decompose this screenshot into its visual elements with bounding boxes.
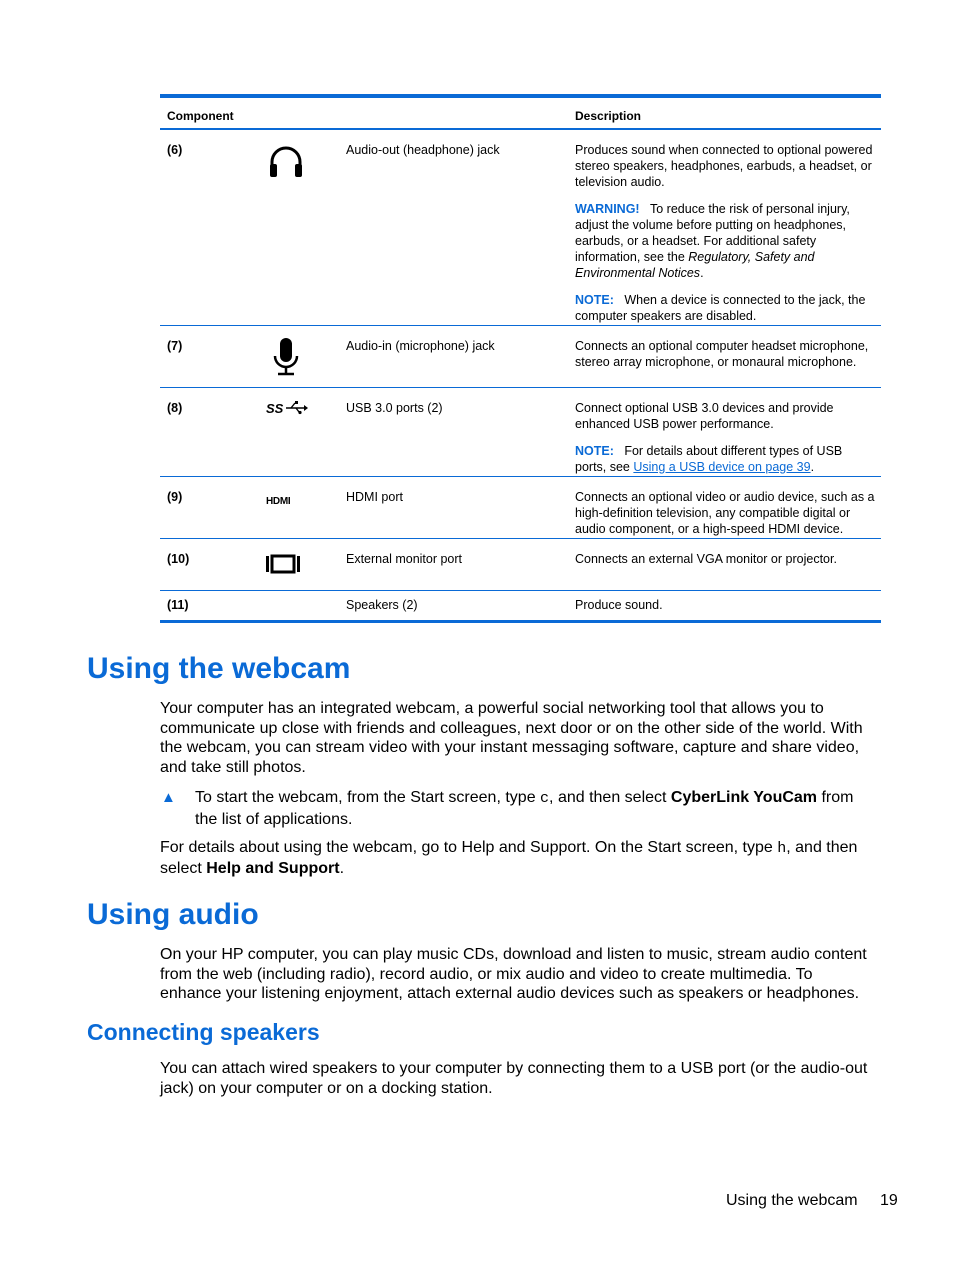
warning-label: WARNING! (575, 202, 640, 216)
usb-ss-icon (264, 398, 308, 438)
warning-text: To reduce the risk of personal injury, adjust the volume before putting on headphones, earbuds, or a headset. For additional safety information, see the (575, 202, 850, 264)
row-number: (8) (167, 401, 183, 415)
warning-italic: Regulatory, Safety and Environmental Notices (575, 250, 815, 280)
component-name: Audio-in (microphone) jack (346, 339, 495, 353)
audio-intro: On your HP computer, you can play music CDs, download and listen to music, stream audio content from the web (including radio), record audio, or mix audio and video to create multimedia. To enhance your listening enjoyment, attach external audio devices such as speakers or headphones. (160, 946, 867, 1003)
table-header (160, 98, 881, 129)
warning-end: . (700, 266, 704, 280)
svg-text:HDMI: HDMI (266, 496, 291, 507)
note (575, 443, 875, 475)
headphone-icon (264, 140, 308, 180)
header-component: Component (167, 109, 234, 123)
component-description (575, 142, 875, 335)
table-row (160, 129, 881, 325)
row-number: (6) (167, 143, 183, 157)
speakers-text: You can attach wired speakers to your computer by connecting them to a USB port (or the audio-out jack) on your computer or on a docking station. (160, 1060, 868, 1097)
header-description: Description (575, 109, 642, 123)
component-name: Audio-out (headphone) jack (346, 143, 500, 157)
description-text: Produce sound. (575, 598, 663, 612)
component-description (575, 551, 875, 578)
row-number: (10) (167, 552, 190, 566)
warning-note (575, 201, 875, 281)
note (575, 292, 875, 324)
table-row (160, 325, 881, 387)
webcam-details: For details about using the webcam, go to Help and Support. On the Start screen, type h, and then select Help and Support. (160, 839, 858, 877)
description-text: Connects an optional computer headset microphone, stereo array microphone, or monaural microphone. (575, 339, 869, 369)
webcam-step-text: To start the webcam, from the Start screen, type c, and then select CyberLink YouCam from the list of applications. (195, 789, 854, 828)
table-row (160, 476, 881, 538)
row-number: (7) (167, 339, 183, 353)
audio-heading: Using audio (87, 898, 259, 931)
description-text: Connect optional USB 3.0 devices and provide enhanced USB power performance. (575, 401, 834, 431)
microphone-icon (264, 336, 308, 376)
component-description (575, 338, 875, 381)
webcam-heading: Using the webcam (87, 652, 351, 685)
component-description (575, 400, 875, 486)
webcam-intro: Your computer has an integrated webcam, a powerful social networking tool that allows you to communicate up close with friends and colleagues, next door or on the other side of the world. With the webcam, you can stream video with your instant messaging software, capture and share video, and take still photos. (160, 700, 863, 776)
note-label: NOTE: (575, 293, 614, 307)
footer-section: Using the webcam (726, 1192, 858, 1209)
speakers-heading: Connecting speakers (87, 1019, 320, 1045)
note-end: . (810, 460, 815, 474)
description-text: Connects an external VGA monitor or projector. (575, 552, 837, 566)
usb-device-link[interactable]: Using a USB device on page 39 (633, 460, 811, 474)
description-text: Connects an optional video or audio device, such as a high-definition television, any compatible digital or audio component, or a high-speed HDMI device. (575, 490, 875, 536)
triangle-bullet-icon: ▲ (161, 789, 176, 806)
component-name: USB 3.0 ports (2) (346, 401, 443, 415)
page-number: 19 (880, 1192, 898, 1209)
component-table (160, 94, 881, 623)
component-name: HDMI port (346, 490, 403, 504)
component-name: External monitor port (346, 552, 463, 566)
table-row (160, 538, 881, 590)
table-row (160, 590, 881, 620)
row-number: (11) (167, 598, 189, 612)
table-row (160, 387, 881, 476)
hdmi-icon (264, 493, 308, 533)
description-text: Produces sound when connected to optional powered stereo speakers, headphones, earbuds, a headset, or television audio. (575, 143, 873, 189)
component-name: Speakers (2) (346, 598, 418, 612)
vga-icon (264, 553, 308, 593)
component-description (575, 597, 875, 624)
svg-text:SS: SS (266, 401, 284, 416)
note-text: For details about different types of USB ports, see (575, 444, 843, 474)
note-text: When a device is connected to the jack, the computer speakers are disabled. (575, 293, 866, 323)
row-number: (9) (167, 490, 183, 504)
note-label: NOTE: (575, 444, 614, 458)
